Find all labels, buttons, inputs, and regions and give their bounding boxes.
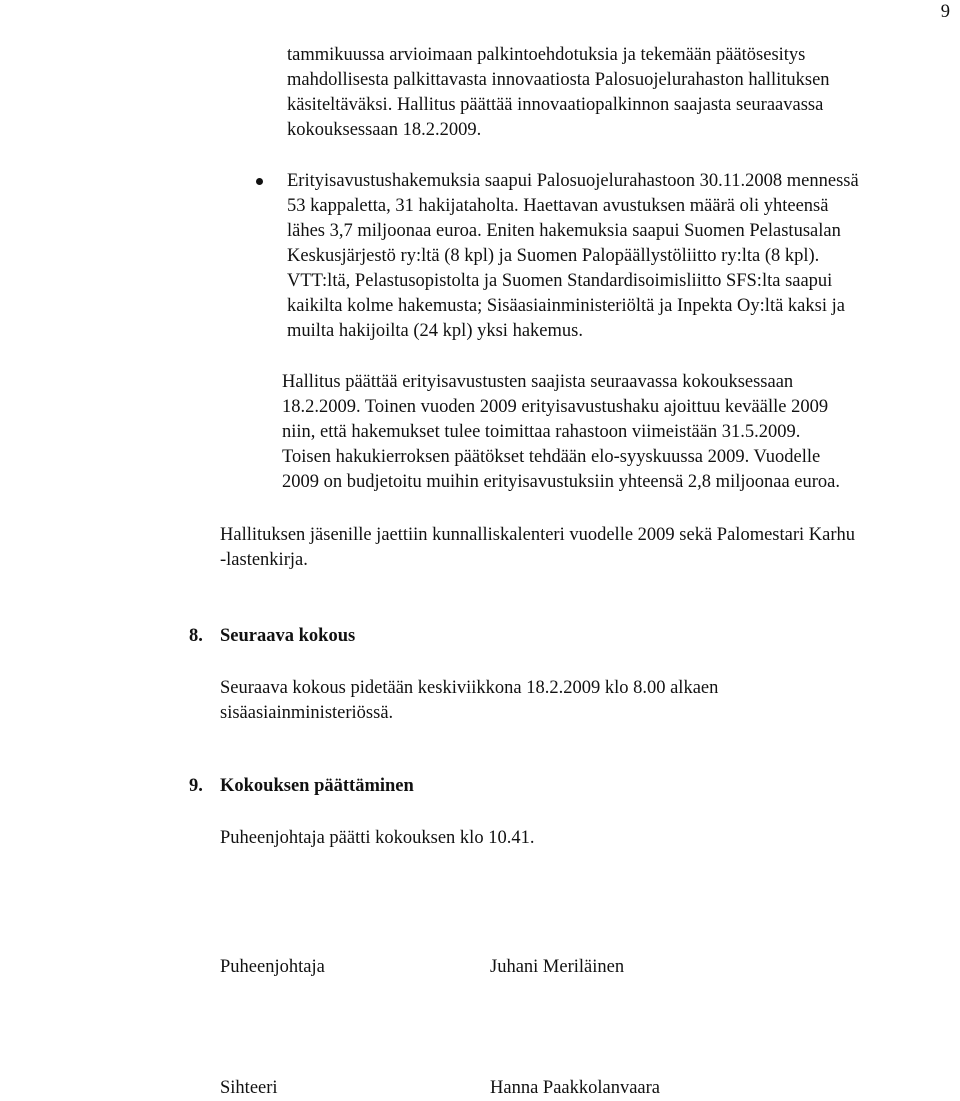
text-line: kokouksessaan 18.2.2009. [287, 120, 482, 140]
section-title: Kokouksen päättäminen [220, 776, 414, 796]
next-meeting-paragraph [220, 676, 940, 726]
calendar-paragraph [220, 523, 940, 573]
text-line: Toisen hakukierroksen päätökset tehdään elo-syyskuussa 2009. Vuodelle [282, 447, 821, 467]
text-line: Hallituksen jäsenille jaettiin kunnalliskalenteri vuodelle 2009 sekä Palomestari Karhu [220, 525, 855, 545]
text-line: käsiteltäväksi. Hallitus päättää innovaatiopalkinnon saajasta seuraavassa [287, 95, 824, 115]
text-line: -lastenkirja. [220, 550, 308, 570]
text-line: mahdollisesta palkittavasta innovaatiosta Palosuojelurahaston hallituksen [287, 70, 830, 90]
page-number: 9 [940, 2, 950, 22]
bullet-text [287, 169, 937, 344]
text-line: 2009 on budjetoitu muihin erityisavustuksiin yhteensä 2,8 miljoonaa euroa. [282, 472, 840, 492]
text-line: Puheenjohtaja päätti kokouksen klo 10.41. [220, 828, 535, 848]
meeting-closing-paragraph [220, 826, 940, 851]
signature-role: Sihteeri [220, 1078, 278, 1098]
grant-decision-paragraph [282, 370, 942, 495]
section-heading-8 [189, 624, 355, 649]
text-line: sisäasiainministeriössä. [220, 703, 394, 723]
text-line: 18.2.2009. Toinen vuoden 2009 erityisavustushaku ajoittuu keväälle 2009 [282, 397, 829, 417]
text-line: kaikilta kolme hakemusta; Sisäasiainministeriöltä ja Inpekta Oy:ltä kaksi ja [287, 296, 845, 316]
signature-name: Hanna Paakkolanvaara [490, 1078, 661, 1098]
innovation-award-paragraph [287, 43, 927, 143]
bullet-icon [256, 178, 263, 185]
section-number: 9. [189, 776, 203, 796]
text-line: Hallitus päättää erityisavustusten saajista seuraavassa kokouksessaan [282, 372, 794, 392]
signature-role: Puheenjohtaja [220, 957, 325, 977]
text-line: niin, että hakemukset tulee toimittaa rahastoon viimeistään 31.5.2009. [282, 422, 801, 442]
text-line: Keskusjärjestö ry:ltä (8 kpl) ja Suomen Palopäällystöliitto ry:lta (8 kpl). [287, 246, 820, 266]
text-line: VTT:ltä, Pelastusopistolta ja Suomen Standardisoimisliitto SFS:lta saapui [287, 271, 833, 291]
text-line: Seuraava kokous pidetään keskiviikkona 18.2.2009 klo 8.00 alkaen [220, 678, 719, 698]
text-line: lähes 3,7 miljoonaa euroa. Eniten hakemuksia saapui Suomen Pelastusalan [287, 221, 841, 241]
text-line: tammikuussa arvioimaan palkintoehdotuksia ja tekemään päätösesitys [287, 45, 806, 65]
text-line: muilta hakijoilta (24 kpl) yksi hakemus. [287, 321, 583, 341]
section-number: 8. [189, 626, 203, 646]
text-line: 53 kappaletta, 31 hakijataholta. Haettavan avustuksen määrä oli yhteensä [287, 196, 829, 216]
signature-name: Juhani Meriläinen [490, 957, 625, 977]
section-heading-9 [189, 774, 414, 799]
text-line: Erityisavustushakemuksia saapui Palosuojelurahastoon 30.11.2008 mennessä [287, 171, 859, 191]
section-title: Seuraava kokous [220, 626, 356, 646]
